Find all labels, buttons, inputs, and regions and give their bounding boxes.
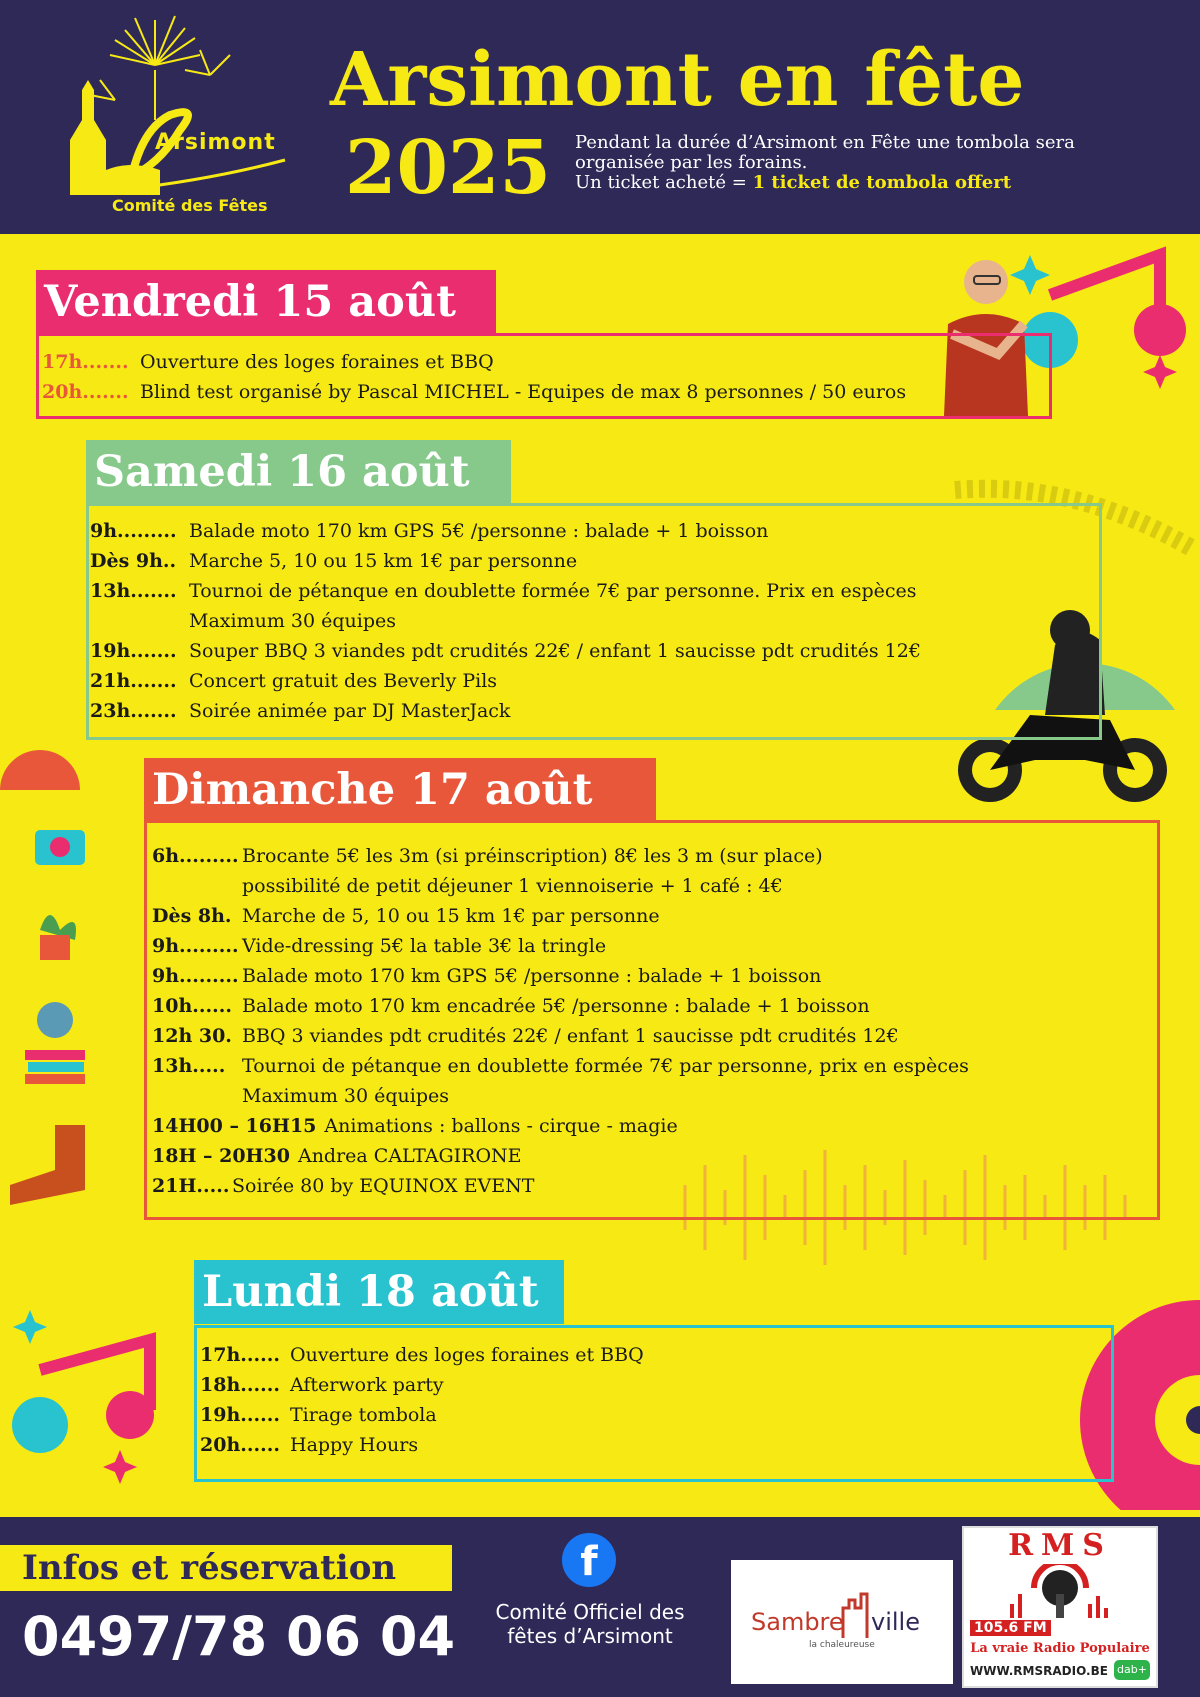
row-desc: Animations : ballons - cirque - magie bbox=[324, 1115, 678, 1137]
row-desc: Balade moto 170 km GPS 5€ /personne : balade + 1 boisson bbox=[189, 520, 769, 542]
row-desc: Soirée animée par DJ MasterJack bbox=[189, 700, 511, 722]
row-time: 19h...... bbox=[200, 1404, 280, 1426]
day-title-samedi: Samedi 16 août bbox=[86, 440, 511, 504]
row-time: 20h....... bbox=[42, 381, 129, 403]
schedule-row bbox=[152, 961, 969, 991]
row-desc: Tirage tombola bbox=[290, 1404, 437, 1426]
schedule-row bbox=[152, 1171, 969, 1201]
row-time: 21H..... bbox=[152, 1175, 230, 1197]
tombola-line-2: organisée par les forains. bbox=[575, 152, 808, 173]
comite-logo bbox=[60, 10, 310, 215]
schedule-row bbox=[200, 1340, 644, 1370]
row-time bbox=[152, 1081, 242, 1111]
logo-name: Arsimont bbox=[155, 130, 276, 155]
music-notes-left-icon bbox=[0, 1300, 175, 1500]
facebook-page-name[interactable]: Comité Officiel des fêtes d’Arsimont bbox=[495, 1600, 685, 1648]
row-time: 10h...... bbox=[152, 995, 232, 1017]
row-time bbox=[90, 606, 189, 636]
row-desc: Souper BBQ 3 viandes pdt crudités 22€ / enfant 1 saucisse pdt crudités 12€ bbox=[189, 640, 921, 662]
schedule-vendredi bbox=[42, 347, 906, 407]
day-title-vendredi: Vendredi 15 août bbox=[36, 270, 496, 334]
page-title: Arsimont en fête bbox=[330, 37, 1025, 123]
schedule-lundi bbox=[200, 1340, 644, 1460]
schedule-row bbox=[152, 931, 969, 961]
row-desc: Maximum 30 équipes bbox=[242, 1085, 449, 1107]
row-desc: Balade moto 170 km GPS 5€ /personne : balade + 1 boisson bbox=[242, 965, 822, 987]
day-title-lundi: Lundi 18 août bbox=[194, 1260, 564, 1324]
decor-icons bbox=[0, 730, 100, 1230]
row-time bbox=[152, 871, 242, 901]
schedule-row bbox=[90, 576, 921, 606]
row-time: 9h......... bbox=[90, 520, 177, 542]
row-desc: Marche de 5, 10 ou 15 km 1€ par personne bbox=[242, 905, 660, 927]
schedule-row bbox=[152, 901, 969, 931]
row-desc: Vide-dressing 5€ la table 3€ la tringle bbox=[242, 935, 607, 957]
sambre-text: Sambre bbox=[751, 1608, 844, 1636]
schedule-dimanche bbox=[152, 841, 969, 1201]
row-time: 9h......... bbox=[152, 935, 239, 957]
row-desc: Ouverture des loges foraines et BBQ bbox=[140, 351, 494, 373]
row-time: 20h...... bbox=[200, 1434, 280, 1456]
row-time: 19h....... bbox=[90, 640, 177, 662]
schedule-row bbox=[152, 1141, 969, 1171]
schedule-row bbox=[152, 841, 969, 871]
schedule-row bbox=[200, 1400, 644, 1430]
schedule-row bbox=[152, 991, 969, 1021]
rms-name: RMS bbox=[1008, 1528, 1112, 1563]
row-time: 6h......... bbox=[152, 845, 239, 867]
row-time: 23h....... bbox=[90, 700, 177, 722]
sambreville-logo bbox=[731, 1560, 953, 1684]
row-desc: Andrea CALTAGIRONE bbox=[297, 1145, 522, 1167]
row-desc: Afterwork party bbox=[290, 1374, 444, 1396]
row-desc: Maximum 30 équipes bbox=[189, 610, 396, 632]
row-desc: Soirée 80 by EQUINOX EVENT bbox=[232, 1175, 535, 1197]
tombola-offer: 1 ticket de tombola offert bbox=[752, 172, 1012, 193]
row-desc: Tournoi de pétanque en doublette formée 7€ par personne, prix en espèces bbox=[242, 1055, 969, 1077]
row-time: 9h......... bbox=[152, 965, 239, 987]
row-desc: Balade moto 170 km encadrée 5€ /personne : balade + 1 boisson bbox=[242, 995, 870, 1017]
row-time: 21h....... bbox=[90, 670, 177, 692]
schedule-row bbox=[42, 347, 906, 377]
row-desc: Brocante 5€ les 3m (si préinscription) 8€ les 3 m (sur place) bbox=[242, 845, 823, 867]
row-time: 17h....... bbox=[42, 351, 129, 373]
schedule-row bbox=[42, 377, 906, 407]
tombola-notice bbox=[575, 133, 1135, 193]
schedule-row bbox=[200, 1370, 644, 1400]
day-title-dimanche: Dimanche 17 août bbox=[144, 758, 656, 822]
fireworks-church-icon bbox=[60, 10, 310, 215]
row-desc: Concert gratuit des Beverly Pils bbox=[189, 670, 498, 692]
phone-number[interactable]: 0497/78 06 04 bbox=[22, 1605, 456, 1668]
row-desc: Ouverture des loges foraines et BBQ bbox=[290, 1344, 644, 1366]
facebook-icon[interactable]: f bbox=[562, 1533, 616, 1587]
row-desc: BBQ 3 viandes pdt crudités 22€ / enfant 1 saucisse pdt crudités 12€ bbox=[242, 1025, 899, 1047]
schedule-row bbox=[90, 696, 921, 726]
dab-badge: dab+ bbox=[1114, 1660, 1150, 1680]
schedule-row bbox=[90, 636, 921, 666]
row-time: 13h....... bbox=[90, 580, 177, 602]
row-time: 13h..... bbox=[152, 1055, 226, 1077]
rms-url[interactable]: WWW.RMSRADIO.BE bbox=[970, 1664, 1108, 1678]
schedule-samedi bbox=[90, 516, 921, 726]
schedule-row bbox=[90, 666, 921, 696]
row-time: 18H – 20H30 bbox=[152, 1145, 290, 1167]
schedule-row bbox=[152, 1021, 969, 1051]
tombola-line-3a: Un ticket acheté = bbox=[575, 172, 747, 193]
schedule-row bbox=[90, 516, 921, 546]
row-desc: Tournoi de pétanque en doublette formée 7€ par personne. Prix en espèces bbox=[189, 580, 917, 602]
row-time: 12h 30. bbox=[152, 1025, 232, 1047]
tombola-line-3 bbox=[575, 173, 1135, 193]
schedule-row bbox=[152, 1081, 969, 1111]
schedule-row bbox=[90, 606, 921, 636]
schedule-row bbox=[90, 546, 921, 576]
row-desc: Marche 5, 10 ou 15 km 1€ par personne bbox=[189, 550, 578, 572]
microphone-icon bbox=[1004, 1564, 1116, 1620]
schedule-row bbox=[152, 1111, 969, 1141]
rms-radio-logo bbox=[962, 1526, 1158, 1688]
schedule-row bbox=[200, 1430, 644, 1460]
schedule-row bbox=[152, 871, 969, 901]
row-time: 18h...... bbox=[200, 1374, 280, 1396]
row-time: 17h...... bbox=[200, 1344, 280, 1366]
row-desc: possibilité de petit déjeuner 1 viennoiserie + 1 café : 4€ bbox=[242, 875, 783, 897]
row-time: Dès 8h. bbox=[152, 905, 232, 927]
tombola-line-1: Pendant la durée d’Arsimont en Fête une tombola sera bbox=[575, 132, 1075, 153]
ville-text: ville bbox=[871, 1608, 920, 1636]
sambre-tagline: la chaleureuse bbox=[809, 1640, 875, 1650]
row-time: Dès 9h.. bbox=[90, 550, 177, 572]
schedule-row bbox=[152, 1051, 969, 1081]
castle-icon bbox=[839, 1590, 873, 1640]
row-desc: Blind test organisé by Pascal MICHEL - Equipes de max 8 personnes / 50 euros bbox=[140, 381, 907, 403]
row-desc: Happy Hours bbox=[290, 1434, 419, 1456]
row-time: 14H00 – 16H15 bbox=[152, 1115, 317, 1137]
info-label: Infos et réservation bbox=[0, 1545, 452, 1591]
rms-frequency: 105.6 FM bbox=[970, 1620, 1051, 1636]
rms-slogan: La vraie Radio Populaire bbox=[970, 1641, 1150, 1656]
logo-subtitle: Comité des Fêtes bbox=[112, 196, 268, 215]
event-year: 2025 bbox=[345, 125, 551, 211]
